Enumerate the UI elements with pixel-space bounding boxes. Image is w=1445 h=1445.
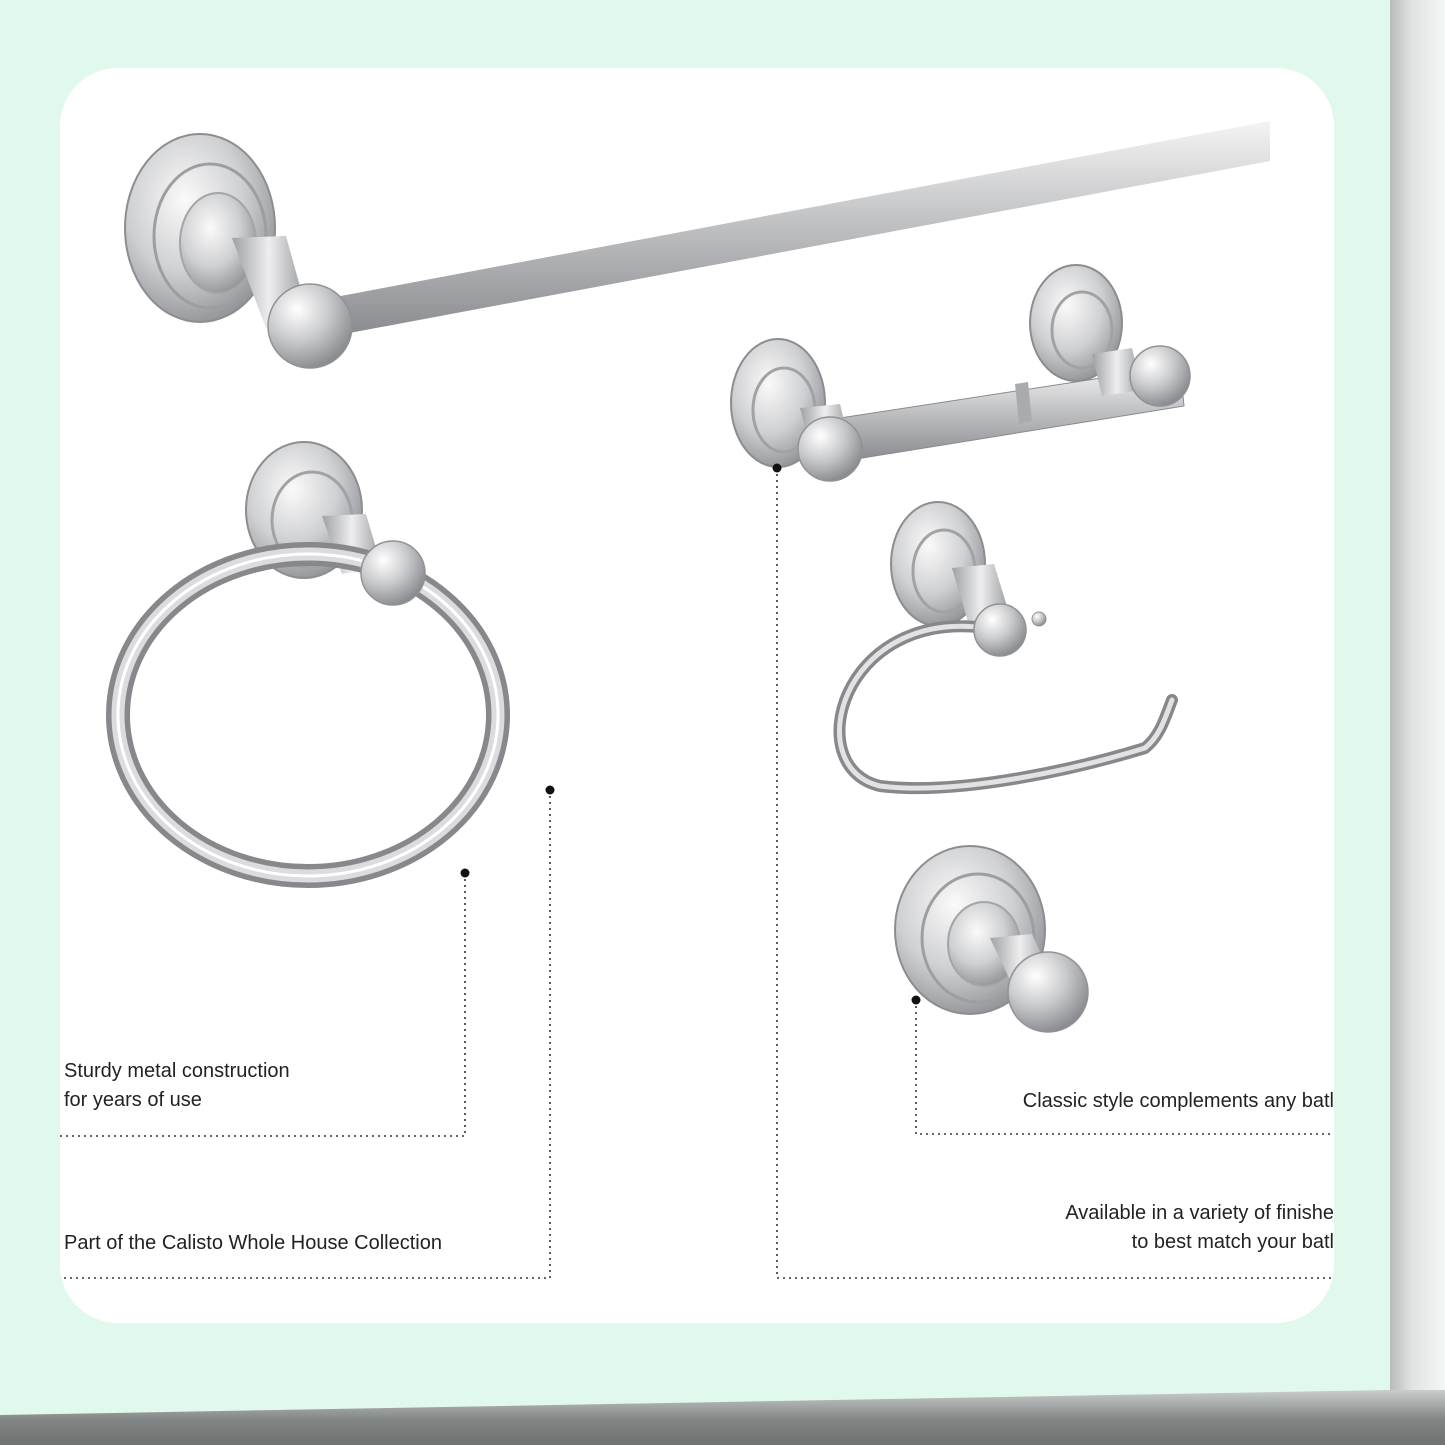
callout-dot	[546, 786, 555, 795]
caption-finishes-line2: to best match your batl	[1131, 1231, 1334, 1253]
callout-finishes	[777, 468, 1334, 1278]
caption-calisto	[64, 1229, 442, 1258]
callout-dot	[773, 464, 782, 473]
towel-ring	[118, 442, 498, 876]
caption-classic-line1: Classic style complements any batl	[1022, 1090, 1334, 1112]
toilet-paper-holder	[731, 265, 1190, 481]
frame-bottom-bevel	[0, 1390, 1445, 1445]
caption-sturdy-line2: for years of use	[64, 1089, 202, 1111]
callout-dots	[461, 464, 921, 1005]
callout-dot	[461, 869, 470, 878]
hardware-illustration	[60, 68, 1334, 1323]
callout-calisto	[60, 790, 550, 1278]
caption-sturdy	[64, 1057, 290, 1115]
caption-finishes-line1: Available in a variety of finishe	[1065, 1202, 1334, 1224]
caption-calisto-line1: Part of the Calisto Whole House Collection	[64, 1232, 442, 1254]
hand-towel-holder	[839, 502, 1172, 788]
callout-dot	[912, 996, 921, 1005]
caption-classic	[1023, 1087, 1334, 1116]
caption-finishes	[1065, 1199, 1334, 1257]
frame-right-bevel	[1390, 0, 1445, 1445]
caption-sturdy-line1: Sturdy metal construction	[64, 1060, 290, 1082]
product-panel	[60, 68, 1334, 1323]
robe-hook	[895, 846, 1088, 1032]
